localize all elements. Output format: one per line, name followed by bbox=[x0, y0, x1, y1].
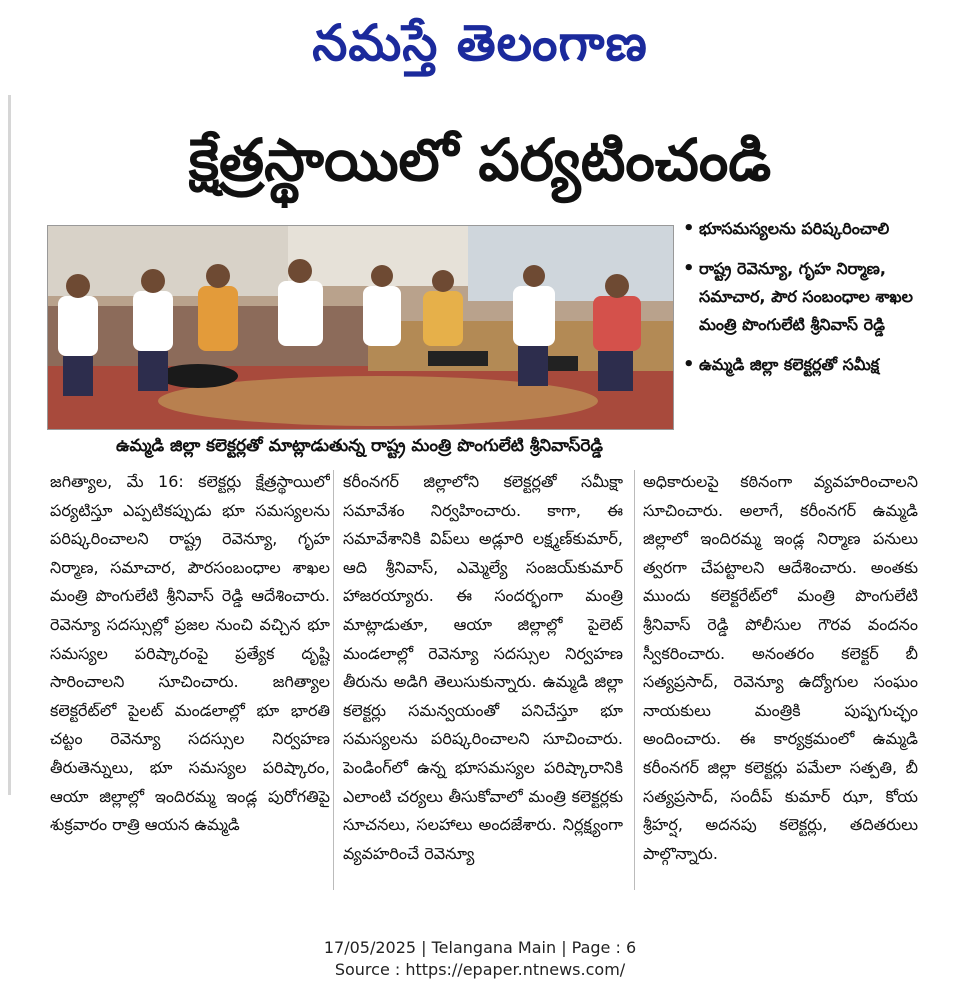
bullet-icon: • bbox=[683, 218, 695, 239]
column-divider bbox=[634, 470, 635, 890]
bullet-icon: • bbox=[683, 258, 695, 279]
left-margin-rule bbox=[8, 95, 11, 795]
highlight-text: భూసమస్యలను పరిష్కరించాలి bbox=[699, 219, 890, 238]
article-column-3: అధికారులపై కఠినంగా వ్యవహరించాలని సూచించారు. అలాగే, కరీంనగర్ ఉమ్మడి జిల్లాలో ఇందిరమ్మ ఇండ్ల నిర్మాణ పనులు త్వరగా చేపట్టాలని ఆదేశించారు. అంతకు ముందు కలెక్టరేట్‌లో మంత్రి పొంగులేటి శ్రీనివాస్ రెడ్డి పోలీసుల గౌరవ వందనం స్వీకరించారు. అనంతరం కలెక్టర్ బీ సత్యప్రసాద్, రెవెన్యూ ఉద్యోగుల సంఘం నాయకులు మంత్రికి పుష్పగుచ్ఛం అందించారు. ఈ కార్యక్రమంలో ఉమ్మడి కరీంనగర్ జిల్లా కలెక్టర్లు పమేలా సత్పతి, బీ సత్యప్రసాద్, సందీప్ కుమార్ ఝా, కోయ శ్రీహర్ష, అదనపు కలెక్టర్లు, తదితరులు పాల్గొన్నారు. bbox=[643, 472, 918, 863]
meeting-photo-illustration bbox=[48, 226, 673, 429]
highlight-text: రాష్ట్ర రెవెన్యూ, గృహ నిర్మాణ, సమాచార, పౌర సంబంధాల శాఖల మంత్రి పొంగులేటి శ్రీనివాస్ రెడ్డి bbox=[699, 259, 913, 334]
photo-caption: ఉమ్మడి జిల్లా కలెక్టర్లతో మాట్లాడుతున్న రాష్ట్ర మంత్రి పొంగులేటి శ్రీనివాస్‌రెడ్డి bbox=[115, 436, 603, 456]
highlight-item bbox=[683, 255, 953, 339]
highlights-list bbox=[683, 215, 953, 391]
footer-date-page: 17/05/2025 | Telangana Main | Page : 6 bbox=[323, 938, 637, 957]
masthead-logo: నమస్తే తెలంగాణ bbox=[312, 14, 648, 72]
footer-source: Source : https://epaper.ntnews.com/ bbox=[334, 960, 626, 979]
headline: క్షేత్రస్థాయిలో పర్యటించండి bbox=[188, 126, 772, 194]
article-column-1: జగిత్యాల, మే 16: కలెక్టర్లు క్షేత్రస్థాయిలో పర్యటిస్తూ ఎప్పటికప్పుడు భూ సమస్యలను పరిష్కరించాలని రాష్ట్ర రెవెన్యూ, గృహ నిర్మాణ, సమాచార, పౌరసంబంధాల శాఖల మంత్రి పొంగులేటి శ్రీనివాస్ రెడ్డి ఆదేశించారు. రెవెన్యూ సదస్సుల్లో ప్రజల నుంచి వచ్చిన భూ సమస్యల పరిష్కారంపై ప్రత్యేక దృష్టి సారించాలని సూచించారు. జగిత్యాల కలెక్టరేట్‌లో పైలట్ మండలాల్లో భూ భారతి చట్టం రెవెన్యూ సదస్సుల నిర్వహణ తీరుతెన్నులు, భూ సమస్యల పరిష్కారం, ఆయా జిల్లాల్లో ఇందిరమ్మ ఇండ్ల పురోగతిపై శుక్రవారం రాత్రి ఆయన ఉమ్మడి bbox=[50, 472, 330, 835]
news-photo bbox=[47, 225, 674, 430]
highlight-item bbox=[683, 351, 953, 379]
bullet-icon: • bbox=[683, 354, 695, 375]
highlight-text: ఉమ్మడి జిల్లా కలెక్టర్లతో సమీక్ష bbox=[699, 355, 880, 374]
column-divider bbox=[333, 470, 334, 890]
page-footer bbox=[0, 937, 960, 981]
article-column-2: కరీంనగర్ జిల్లాలోని కలెక్టర్లతో సమీక్షా సమావేశం నిర్వహించారు. కాగా, ఈ సమావేశానికి విప్‌లు అడ్లూరి లక్ష్మణ్‌కుమార్, ఆది శ్రీనివాస్, ఎమ్మెల్యే సంజయ్‌కుమార్ హాజరయ్యారు. ఈ సందర్భంగా మంత్రి మాట్లాడుతూ, ఆయా జిల్లాల్లో పైలెట్ మండలాల్లో రెవెన్యూ సదస్సుల నిర్వహణ తీరును అడిగి తెలుసుకున్నారు. ఉమ్మడి జిల్లా కలెక్టర్లు సమన్వయంతో పనిచేస్తూ భూ సమస్యలను పరిష్కరించాలని సూచించారు. పెండింగ్‌లో ఉన్న భూసమస్యల పరిష్కారానికి ఎలాంటి చర్యలు తీసుకోవాలో మంత్రి కలెక్టర్లకు సూచనలు, సలహాలు అందజేశారు. నిర్లక్ష్యంగా వ్యవహరించే రెవెన్యూ bbox=[343, 472, 623, 863]
highlight-item bbox=[683, 215, 953, 243]
